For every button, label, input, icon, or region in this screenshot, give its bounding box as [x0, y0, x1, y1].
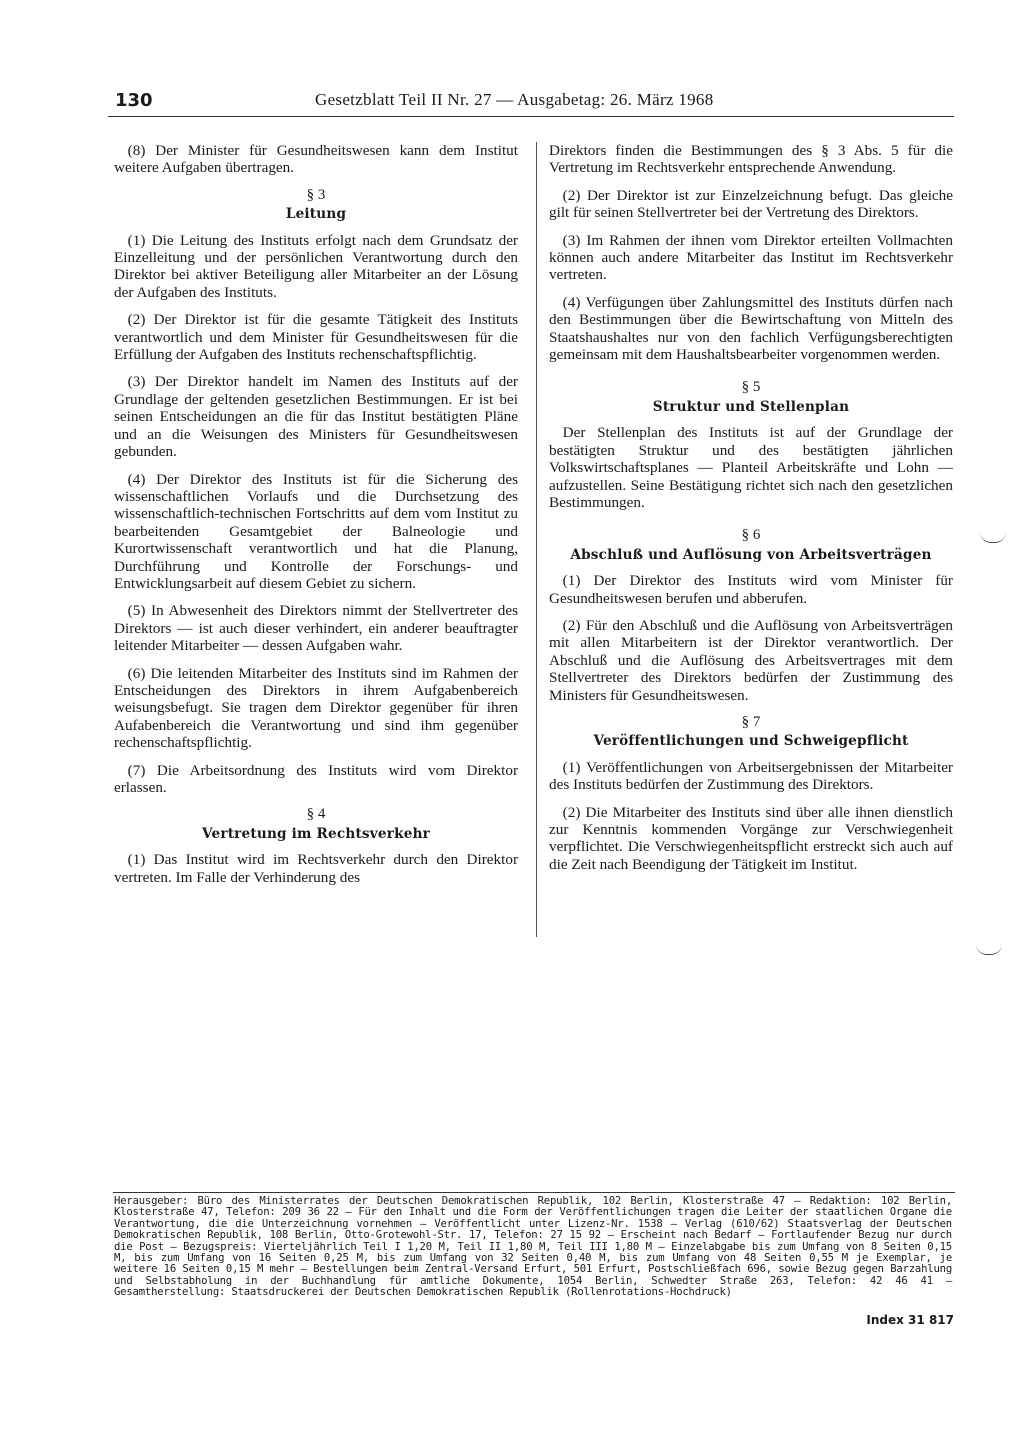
column-divider: [536, 142, 537, 937]
header-rule: [108, 116, 954, 117]
page-number: 130: [115, 90, 153, 111]
index-number: Index 31 817: [866, 1313, 954, 1327]
margin-mark-upper: [980, 532, 1006, 543]
paragraph-4-3: (3) Im Rahmen der ihnen vom Direktor erteilten Vollmachten können auch andere Mitarbeiter das Institut im Rechtsverkehr vertreten.: [549, 231, 953, 284]
section-4-number: § 4: [306, 806, 326, 823]
left-column: [114, 142, 518, 896]
section-3-title: Leitung: [285, 206, 347, 223]
paragraph-3-2: (2) Der Direktor ist für die gesamte Tätigkeit des Instituts verantwortlich und dem Minister für Gesundheitswesen für die Erfüllung der Aufgaben des Instituts rechenschaftspflichtig.: [114, 311, 518, 364]
paragraph-3-1: (1) Die Leitung des Instituts erfolgt nach dem Grundsatz der Einzelleitung und der persönlichen Verantwortung durch den Direktor bei aktiver Beteiligung aller Mitarbeiter an der Lösung der Aufgaben des Instituts.: [114, 231, 518, 301]
section-4-title: Vertretung im Rechtsverkehr: [201, 825, 431, 842]
paragraph-3-4: (4) Der Direktor des Instituts ist für die Sicherung des wissenschaftlichen Vorlaufs und die Durchsetzung des wissenschaftlich-technischen Fortschritts auf dem vom Institut zu bearbeitenden Gesamtgebiet der Balneologie und Kurortwissenschaft verantwortlich und hat die Planung, Durchführung und Kontrolle der Forschungs- und Entwicklungsarbeit auf diesem Gebiet zu sichern.: [114, 470, 518, 592]
paragraph-2-8: (8) Der Minister für Gesundheitswesen kann dem Institut weitere Aufgaben übertragen.: [114, 142, 518, 177]
running-title: Gesetzblatt Teil II Nr. 27 — Ausgabetag: 26. März 1968: [315, 90, 714, 109]
section-5-number: § 5: [741, 379, 761, 396]
footer-rule: [113, 1192, 955, 1193]
paragraph-3-5: (5) In Abwesenheit des Direktors nimmt der Stellvertreter des Direktors — ist auch dieser verhindert, ein anderer beauftragter leitender Mitarbeiter — dessen Aufgaben wahr.: [114, 602, 518, 655]
paragraph-3-7: (7) Die Arbeitsordnung des Instituts wird vom Direktor erlassen.: [114, 761, 518, 796]
right-column: [549, 142, 953, 883]
paragraph-4-2: (2) Der Direktor ist zur Einzelzeichnung befugt. Das gleiche gilt für seinen Stellvertreter bei der Vertretung des Direktors.: [549, 186, 953, 222]
paragraph-4-1: (1) Das Institut wird im Rechtsverkehr durch den Direktor vertreten. Im Falle der Verhinderung des: [114, 851, 518, 886]
paragraph-7-2: (2) Die Mitarbeiter des Instituts sind über alle ihnen dienstlich zur Kenntnis kommenden Vorgänge zur Verschwiegenheit verpflichtet. Die Verschwiegenheitspflicht erstreckt sich auch auf die Zeit nach Beendigung der Tätigkeit im Institut.: [549, 803, 953, 873]
paragraph-7-1: (1) Veröffentlichungen von Arbeitsergebnissen der Mitarbeiter des Instituts bedürfen der Zustimmung des Direktors.: [549, 758, 953, 794]
margin-mark-lower: [976, 944, 1002, 955]
section-7-number: § 7: [741, 713, 761, 730]
section-6-number: § 6: [741, 527, 761, 544]
paragraph-3-6: (6) Die leitenden Mitarbeiter des Instituts sind im Rahmen der Entscheidungen des Direktors in ihrem Aufgabenbereich weisungsbefugt. Sie tragen dem Direktor gegenüber für ihren Aufabenbereich die Verantwortung und sind ihm gegenüber rechenschaftspflichtig.: [114, 664, 518, 752]
section-3-number: § 3: [306, 186, 326, 203]
paragraph-3-3: (3) Der Direktor handelt im Namen des Instituts auf der Grundlage der geltenden gesetzlichen Bestimmungen. Er ist bei seinen Entscheidungen an die für das Institut bestätigten Pläne und an die Weisungen des Ministers für Gesundheitswesen gebunden.: [114, 373, 518, 461]
paragraph-4-4: (4) Verfügungen über Zahlungsmittel des Instituts dürfen nach den Bestimmungen über die Bewirtschaftung von Mitteln des Staatshaushaltes nur von den fachlich Verfügungsberechtigten gemeinsam mit dem Haushaltsbearbeiter vorgenommen werden.: [549, 293, 953, 364]
paragraph-5: Der Stellenplan des Instituts ist auf der Grundlage der bestätigten Struktur und des bestätigten jährlichen Volkswirtschaftsplanes — Planteil Arbeitskräfte und Lohn — aufzustellen. Seine Bestätigung richtet sich nach den gesetzlichen Bestimmungen.: [549, 424, 953, 511]
page-header: [115, 90, 953, 114]
paragraph-6-2: (2) Für den Abschluß und die Auflösung von Arbeitsverträgen mit allen Mitarbeitern ist der Direktor verantwortlich. Der Abschluß und die Auflösung des Arbeitsvertrages mit dem Stellvertreter des Direktors bedürfen der Zustimmung des Ministers für Gesundheitswesen.: [549, 616, 953, 704]
paragraph-6-1: (1) Der Direktor des Instituts wird vom Minister für Gesundheitswesen berufen und abberufen.: [549, 572, 953, 607]
section-7-title: Veröffentlichungen und Schweigepflicht: [593, 733, 909, 750]
imprint: Herausgeber: Büro des Ministerrates der Deutschen Demokratischen Republik, 102 Berlin, Klosterstraße 47 — Redaktion: 102 Berlin, Klosterstraße 47, Telefon: 209 36 22 — Für den Inhalt und die Form der Veröffentlichungen tragen die Leiter der staatlichen Organe die Verantwortung, die die Unterzeichnung vornehmen — Veröffentlicht unter Lizenz-Nr. 1538 — Verlag (610/62) Staatsverlag der Deutschen Demokratischen Republik, 108 Berlin, Otto-Grotewohl-Str. 17, Telefon: 27 15 92 — Erscheint nach Bedarf — Fortlaufender Bezug nur durch die Post — Bezugspreis: Vierteljährlich Teil I 1,20 M, Teil II 1,80 M, Teil III 1,80 M — Einzelabgabe bis zum Umfang von 8 Seiten 0,15 M, bis zum Umfang von 16 Seiten 0,25 M, bis zum Umfang von 32 Seiten 0,40 M, bis zum Umfang von 48 Seiten 0,55 M je Exemplar, je weitere 16 Seiten 0,15 M mehr — Bestellungen beim Zentral-Versand Erfurt, 501 Erfurt, Postschließfach 696, sowie Bezug gegen Barzahlung und Selbstabholung in der Buchhandlung für amtliche Dokumente, 1054 Berlin, Schwedter Straße 263, Telefon: 42 46 41 — Gesamtherstellung: Staatsdruckerei der Deutschen Demokratischen Republik (Rollenrotations-Hochdruck): [114, 1195, 952, 1299]
paragraph-4-1-continued: Direktors finden die Bestimmungen des § 3 Abs. 5 für die Vertretung im Rechtsverkehr entsprechende Anwendung.: [549, 142, 953, 177]
section-6-title: Abschluß und Auflösung von Arbeitsverträgen: [570, 546, 932, 563]
section-5-title: Struktur und Stellenplan: [652, 398, 850, 415]
